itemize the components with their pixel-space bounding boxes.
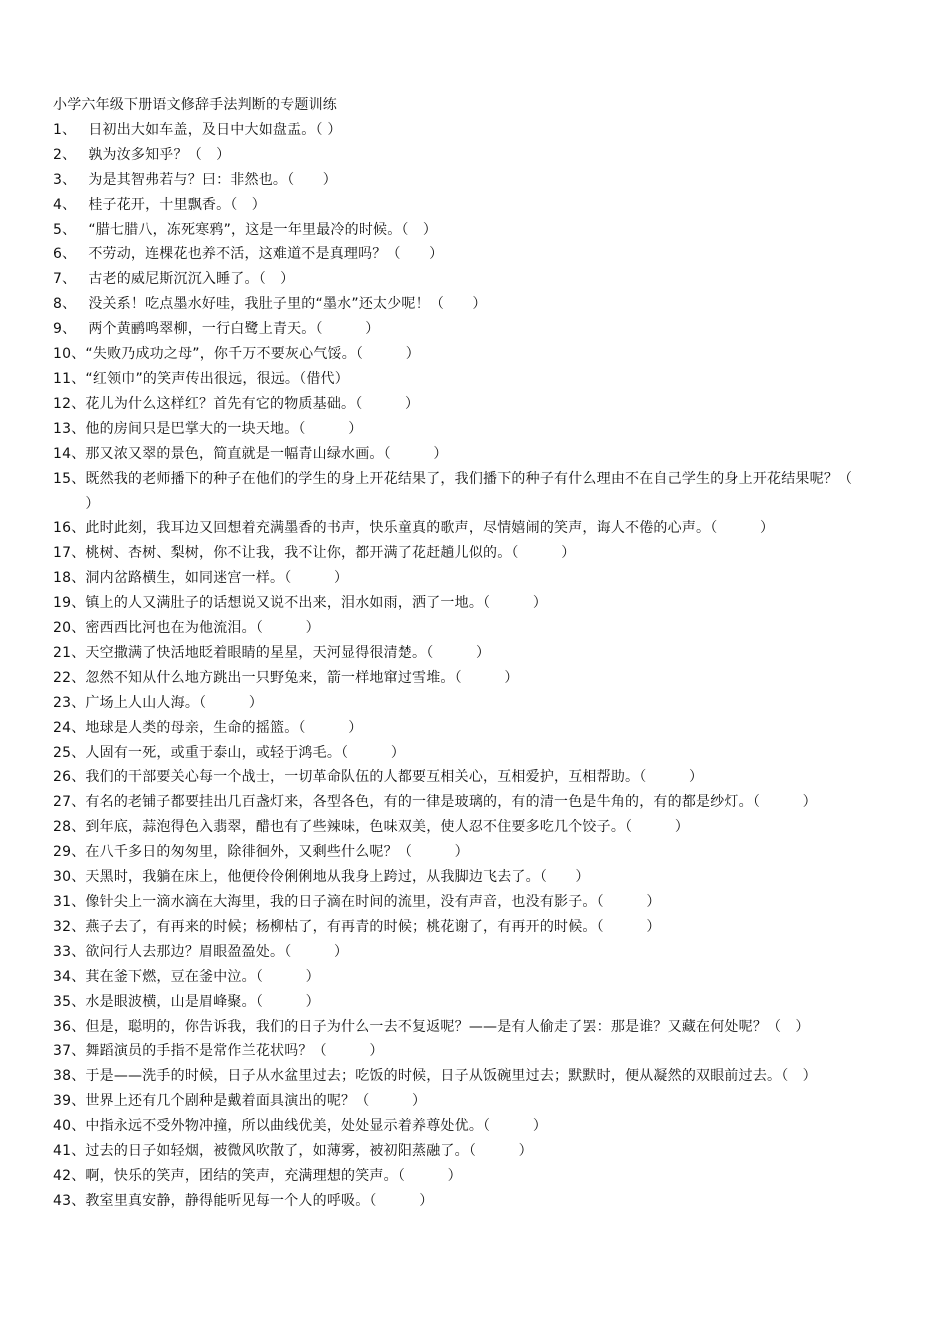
question-number: 34、 bbox=[53, 968, 86, 985]
question-number: 14、 bbox=[53, 445, 86, 462]
question-number: 15、 bbox=[53, 470, 86, 487]
question-number: 8、 bbox=[53, 296, 77, 313]
question-text: 燕子去了，有再来的时候；杨柳枯了，有再青的时候；桃花谢了，有再开的时候。（ ） bbox=[85, 918, 661, 935]
question-item bbox=[53, 193, 901, 218]
question-number: 19、 bbox=[53, 595, 86, 612]
question-number: 41、 bbox=[53, 1143, 86, 1160]
question-item bbox=[53, 292, 901, 317]
question-text: 不劳动，连棵花也养不活，这难道不是真理吗？（ ） bbox=[88, 246, 444, 263]
question-item bbox=[53, 990, 901, 1015]
question-text: 桂子花开，十里飘香。（ ） bbox=[88, 196, 266, 213]
question-item bbox=[53, 915, 901, 940]
question-item bbox=[53, 118, 901, 143]
question-item bbox=[53, 840, 901, 865]
question-item bbox=[53, 591, 901, 616]
question-number: 3、 bbox=[53, 171, 77, 188]
question-item bbox=[53, 1089, 901, 1114]
question-text: 镇上的人又满肚子的话想说又说不出来，泪水如雨，洒了一地。（ ） bbox=[85, 595, 548, 612]
question-number: 5、 bbox=[53, 221, 77, 238]
question-item bbox=[53, 541, 901, 566]
question-number: 6、 bbox=[53, 246, 77, 263]
question-item bbox=[53, 616, 901, 641]
question-text: 日初出大如车盖，及日中大如盘盂。（ ） bbox=[88, 121, 342, 138]
question-number: 31、 bbox=[53, 894, 86, 910]
question-item bbox=[53, 267, 901, 292]
question-text: 像针尖上一滴水滴在大海里，我的日子滴在时间的流里，没有声音，也没有影子。（ ） bbox=[85, 894, 661, 910]
question-item bbox=[53, 815, 901, 840]
question-number: 21、 bbox=[53, 644, 86, 661]
question-text: 忽然不知从什么地方跳出一只野兔来，箭一样地窜过雪堆。（ ） bbox=[85, 669, 519, 686]
question-text: 过去的日子如轻烟，被微风吹散了，如薄雾，被初阳蒸融了。（ ） bbox=[85, 1143, 533, 1160]
question-item bbox=[53, 641, 901, 666]
question-item bbox=[53, 143, 901, 168]
question-text: 那又浓又翠的景色，简直就是一幅青山绿水画。（ ） bbox=[85, 445, 448, 462]
question-text: 我们的干部要关心每一个战士，一切革命队伍的人都要互相关心，互相爱护，互相帮助。（ ） bbox=[85, 769, 704, 786]
question-number: 13、 bbox=[53, 420, 86, 437]
question-text: 他的房间只是巴掌大的一块天地。（ ） bbox=[85, 420, 363, 437]
question-item bbox=[53, 1164, 901, 1189]
question-number: 40、 bbox=[53, 1118, 86, 1135]
question-item bbox=[53, 940, 901, 965]
question-item bbox=[53, 1189, 901, 1214]
question-number: 12、 bbox=[53, 395, 86, 412]
question-number: 33、 bbox=[53, 943, 86, 960]
question-number: 20、 bbox=[53, 620, 86, 637]
question-text: 中指永远不受外物冲撞，所以曲线优美，处处显示着养尊处优。（ ） bbox=[85, 1118, 548, 1135]
question-item bbox=[53, 218, 901, 243]
question-number: 23、 bbox=[53, 694, 86, 711]
question-text: 既然我的老师播下的种子在他们的学生的身上开花结果了，我们播下的种子有什么理由不在自己学生的身上开花结果呢？（ ） bbox=[85, 470, 895, 512]
question-text: “腊七腊八，冻死寒鸦”，这是一年里最冷的时候。（ ） bbox=[88, 221, 438, 238]
question-item bbox=[53, 467, 901, 517]
question-item bbox=[53, 790, 901, 815]
question-text: 天空撒满了快活地眨着眼睛的星星，天河显得很清楚。（ ） bbox=[85, 644, 491, 661]
question-text: 世界上还有几个剧种是戴着面具演出的呢？（ ） bbox=[85, 1093, 427, 1110]
document-title: 小学六年级下册语文修辞手法判断的专题训练 bbox=[53, 97, 337, 113]
question-item bbox=[53, 965, 901, 990]
question-text: 于是——洗手的时候，日子从水盆里过去；吃饭的时候，日子从饭碗里过去；默默时，便从凝然的双眼前过去。（ ） bbox=[85, 1068, 817, 1085]
question-item bbox=[53, 417, 901, 442]
question-number: 36、 bbox=[53, 1018, 86, 1035]
question-item bbox=[53, 1064, 901, 1089]
question-number: 25、 bbox=[53, 744, 86, 761]
question-number: 32、 bbox=[53, 918, 86, 935]
question-number: 27、 bbox=[53, 794, 86, 811]
question-text: 到年底，蒜泡得色入翡翠，醋也有了些辣味，色味双美，使人忍不住要多吃几个饺子。（ ） bbox=[85, 819, 690, 836]
document-body bbox=[53, 93, 901, 1214]
question-text: 教室里真安静，静得能听见每一个人的呼吸。（ ） bbox=[85, 1192, 434, 1209]
question-number: 2、 bbox=[53, 146, 77, 163]
question-text: 啊，快乐的笑声，团结的笑声，充满理想的笑声。（ ） bbox=[85, 1167, 462, 1184]
question-number: 22、 bbox=[53, 669, 86, 686]
question-item bbox=[53, 442, 901, 467]
question-text: 在八千多日的匆匆里，除徘徊外，又剩些什么呢？（ ） bbox=[85, 844, 469, 861]
question-number: 11、 bbox=[53, 370, 86, 387]
question-item bbox=[53, 741, 901, 766]
question-number: 30、 bbox=[53, 869, 86, 886]
question-text: 人固有一死，或重于泰山，或轻于鸿毛。（ ） bbox=[85, 744, 406, 761]
question-text: 花儿为什么这样红？首先有它的物质基础。（ ） bbox=[85, 395, 420, 412]
question-item bbox=[53, 342, 901, 367]
question-number: 29、 bbox=[53, 844, 86, 861]
question-text: 两个黄鹂鸣翠柳，一行白鹭上青天。（ ） bbox=[88, 321, 380, 338]
question-item bbox=[53, 317, 901, 342]
question-number: 16、 bbox=[53, 520, 86, 537]
question-text: 洞内岔路横生，如同迷宫一样。（ ） bbox=[85, 570, 349, 587]
question-text: “失败乃成功之母”，你千万不要灰心气馁。（ ） bbox=[85, 346, 420, 363]
question-text: 古老的威尼斯沉沉入睡了。（ ） bbox=[88, 271, 295, 288]
question-number: 18、 bbox=[53, 570, 86, 587]
question-item bbox=[53, 566, 901, 591]
question-text: 萁在釜下燃，豆在釜中泣。（ ） bbox=[85, 968, 320, 985]
question-item bbox=[53, 168, 901, 193]
question-text: 此时此刻，我耳边又回想着充满墨香的书声，快乐童真的歌声，尽情嬉闹的笑声，诲人不倦的心声。（ ） bbox=[85, 520, 775, 537]
question-text: 广场上人山人海。（ ） bbox=[85, 694, 264, 711]
question-number: 38、 bbox=[53, 1068, 86, 1085]
question-text: 有名的老铺子都要挂出几百盏灯来，各型各色，有的一律是玻璃的，有的清一色是牛角的，有的都是纱灯。（ ） bbox=[85, 794, 817, 811]
question-text: 天黑时，我躺在床上，他便伶伶俐俐地从我身上跨过，从我脚边飞去了。（ ） bbox=[85, 869, 590, 886]
question-item bbox=[53, 1015, 901, 1040]
question-item bbox=[53, 865, 901, 890]
question-item bbox=[53, 716, 901, 741]
question-item bbox=[53, 890, 901, 915]
question-number: 42、 bbox=[53, 1167, 86, 1184]
question-number: 35、 bbox=[53, 993, 86, 1010]
question-number: 28、 bbox=[53, 819, 86, 836]
question-number: 17、 bbox=[53, 545, 86, 562]
question-number: 39、 bbox=[53, 1093, 86, 1110]
question-text: “红领巾”的笑声传出很远，很远。（借代） bbox=[85, 370, 349, 387]
question-number: 4、 bbox=[53, 196, 77, 213]
question-number: 10、 bbox=[53, 346, 86, 363]
question-item bbox=[53, 765, 901, 790]
question-list bbox=[53, 118, 901, 1214]
question-item bbox=[53, 392, 901, 417]
question-item bbox=[53, 1114, 901, 1139]
question-number: 43、 bbox=[53, 1192, 86, 1209]
question-number: 7、 bbox=[53, 271, 77, 288]
question-item bbox=[53, 242, 901, 267]
question-item bbox=[53, 367, 901, 392]
question-number: 1、 bbox=[53, 121, 77, 138]
question-text: 但是，聪明的，你告诉我，我们的日子为什么一去不复返呢？——是有人偷走了罢：那是谁？又藏在何处呢？（ ） bbox=[85, 1018, 810, 1035]
question-number: 24、 bbox=[53, 719, 86, 736]
question-item bbox=[53, 1139, 901, 1164]
question-text: 地球是人类的母亲，生命的摇篮。（ ） bbox=[85, 719, 363, 736]
question-text: 水是眼波横，山是眉峰聚。（ ） bbox=[85, 993, 320, 1010]
question-text: 桃树、杏树、梨树，你不让我，我不让你，都开满了花赶趟儿似的。（ ） bbox=[85, 545, 576, 562]
question-text: 没关系！吃点墨水好哇，我肚子里的“墨水”还太少呢！（ ） bbox=[88, 296, 487, 313]
question-item bbox=[53, 516, 901, 541]
question-text: 舞蹈演员的手指不是常作兰花状吗？（ ） bbox=[85, 1043, 384, 1060]
question-text: 为是其智弗若与？曰：非然也。（ ） bbox=[88, 171, 337, 188]
question-item bbox=[53, 666, 901, 691]
question-number: 26、 bbox=[53, 769, 86, 786]
question-text: 欲问行人去那边？眉眼盈盈处。（ ） bbox=[85, 943, 349, 960]
question-text: 密西西比河也在为他流泪。（ ） bbox=[85, 620, 320, 637]
question-number: 9、 bbox=[53, 321, 77, 338]
question-item bbox=[53, 691, 901, 716]
question-text: 孰为汝多知乎？（ ） bbox=[88, 146, 231, 163]
question-number: 37、 bbox=[53, 1043, 86, 1060]
question-item bbox=[53, 1039, 901, 1064]
